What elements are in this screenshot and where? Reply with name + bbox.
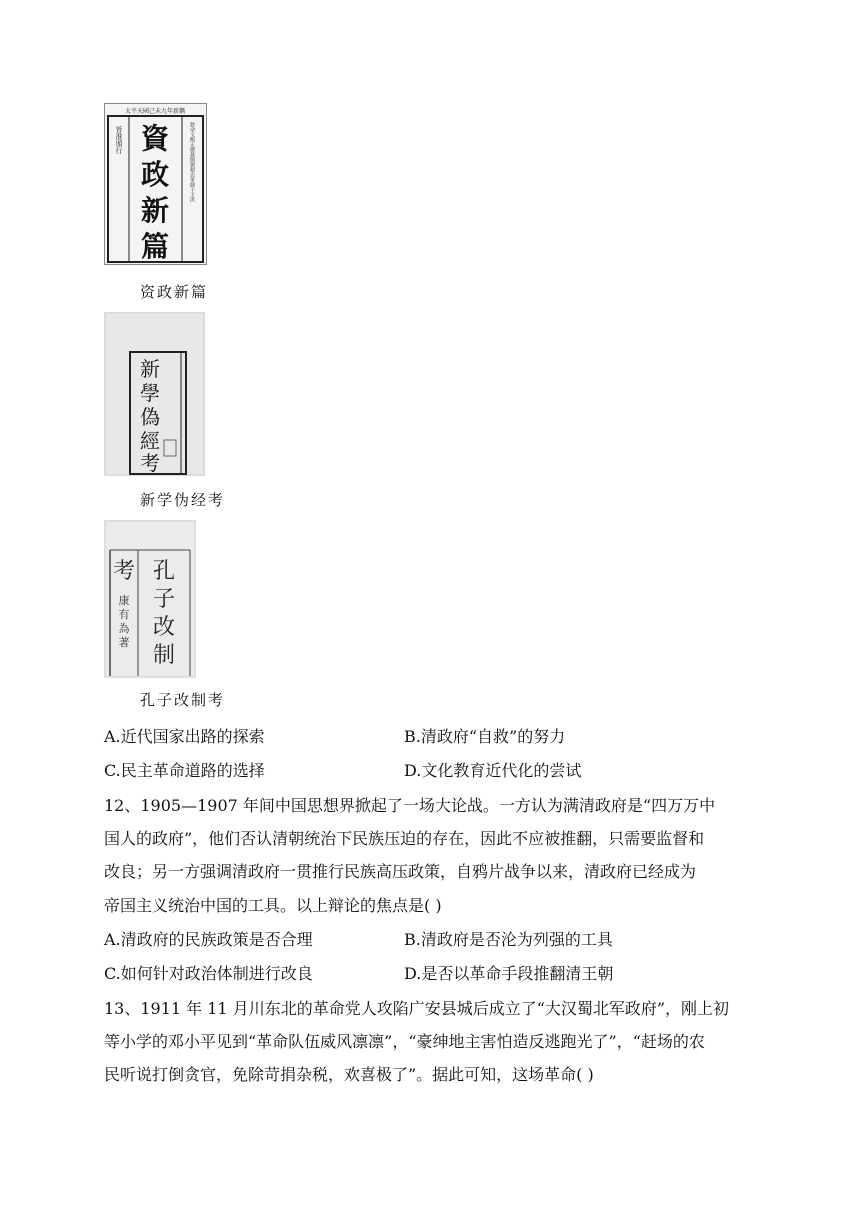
- q13-stem-line: 等小学的邓小平见到“革命队伍威风凛凛”，“豪绅地主害怕造反逃跑光了”，“赶场的农: [104, 1032, 705, 1051]
- q12-stem-line: 帝国主义统治中国的工具。以上辩论的焦点是( ): [104, 896, 442, 915]
- q11-option-c: C.民主革命道路的选择: [104, 761, 265, 780]
- cover-author-char: 為: [118, 622, 130, 635]
- cover-title-char: 新: [140, 194, 170, 227]
- cover-title-char: 資: [140, 122, 170, 155]
- q11-option-b: B.清政府“自救”的努力: [404, 727, 566, 746]
- q13-stem-line: 民听说打倒贪官，免除苛捐杂税，欢喜极了”。据此可知，这场革命( ): [104, 1065, 594, 1084]
- q11-option-d: D.文化教育近代化的尝试: [404, 761, 582, 780]
- q12-stem-line: 改良；另一方强调清政府一贯推行民族高压政策，自鸦片战争以来，清政府已经成为: [104, 862, 697, 881]
- figure-caption: 资政新篇: [140, 283, 209, 301]
- cover-title-char: 偽: [140, 405, 160, 429]
- q12-option-a: A.清政府的民族政策是否合理: [104, 930, 313, 949]
- q12-option-b: B.清政府是否沦为列强的工具: [404, 930, 613, 949]
- cover-title-char: 制: [152, 643, 176, 668]
- cover-title-char: 子: [152, 587, 176, 612]
- figure-caption: 孔子改制考: [140, 691, 226, 709]
- kongzi-gaizhi-kao-cover-image: [104, 520, 196, 678]
- cover-author-char: 有: [118, 608, 130, 621]
- xinxue-weijing-kao-cover-image: [104, 312, 205, 476]
- q11-option-a: A.近代国家出路的探索: [104, 727, 265, 746]
- cover-title-char: 孔: [152, 559, 176, 584]
- cover-top-band: 太平天國己未九年新鐫: [124, 108, 186, 115]
- zizheng-xinpian-cover-image: [104, 103, 207, 265]
- cover-left-note: 旨准頒行: [115, 126, 123, 154]
- cover-title-char: 新: [140, 357, 160, 381]
- cover-title-char: 改: [152, 615, 176, 640]
- figure-caption: 新学伪经考: [140, 491, 226, 509]
- q12-option-d: D.是否以革命手段推翻清王朝: [404, 964, 614, 983]
- cover-author-char: 康: [118, 594, 130, 607]
- cover-title-char: 考: [140, 451, 160, 475]
- q12-stem-line: 国人的政府”，他们否认清朝统治下民族压迫的存在，因此不应被推翻，只需要监督和: [104, 829, 705, 848]
- cover-title-char: 經: [140, 429, 160, 453]
- cover-title-char: 政: [140, 158, 170, 191]
- cover-title-char: 篇: [140, 230, 170, 263]
- q13-stem-line: 13、1911 年 11 月川东北的革命党人攻陷广安县城后成立了“大汉蜀北军政府”，刚上初: [104, 999, 730, 1018]
- cover-right-note: 欽命文衡正總裁開朝精忠軍師干王洪: [189, 122, 195, 202]
- cover-author-char: 著: [118, 636, 130, 649]
- q12-option-c: C.如何针对政治体制进行改良: [104, 964, 313, 983]
- cover-title-char: 考: [112, 559, 136, 584]
- q12-stem-line: 12、1905—1907 年间中国思想界掀起了一场大论战。一方认为满清政府是“四万万中: [104, 796, 716, 815]
- cover-title-char: 學: [140, 381, 160, 405]
